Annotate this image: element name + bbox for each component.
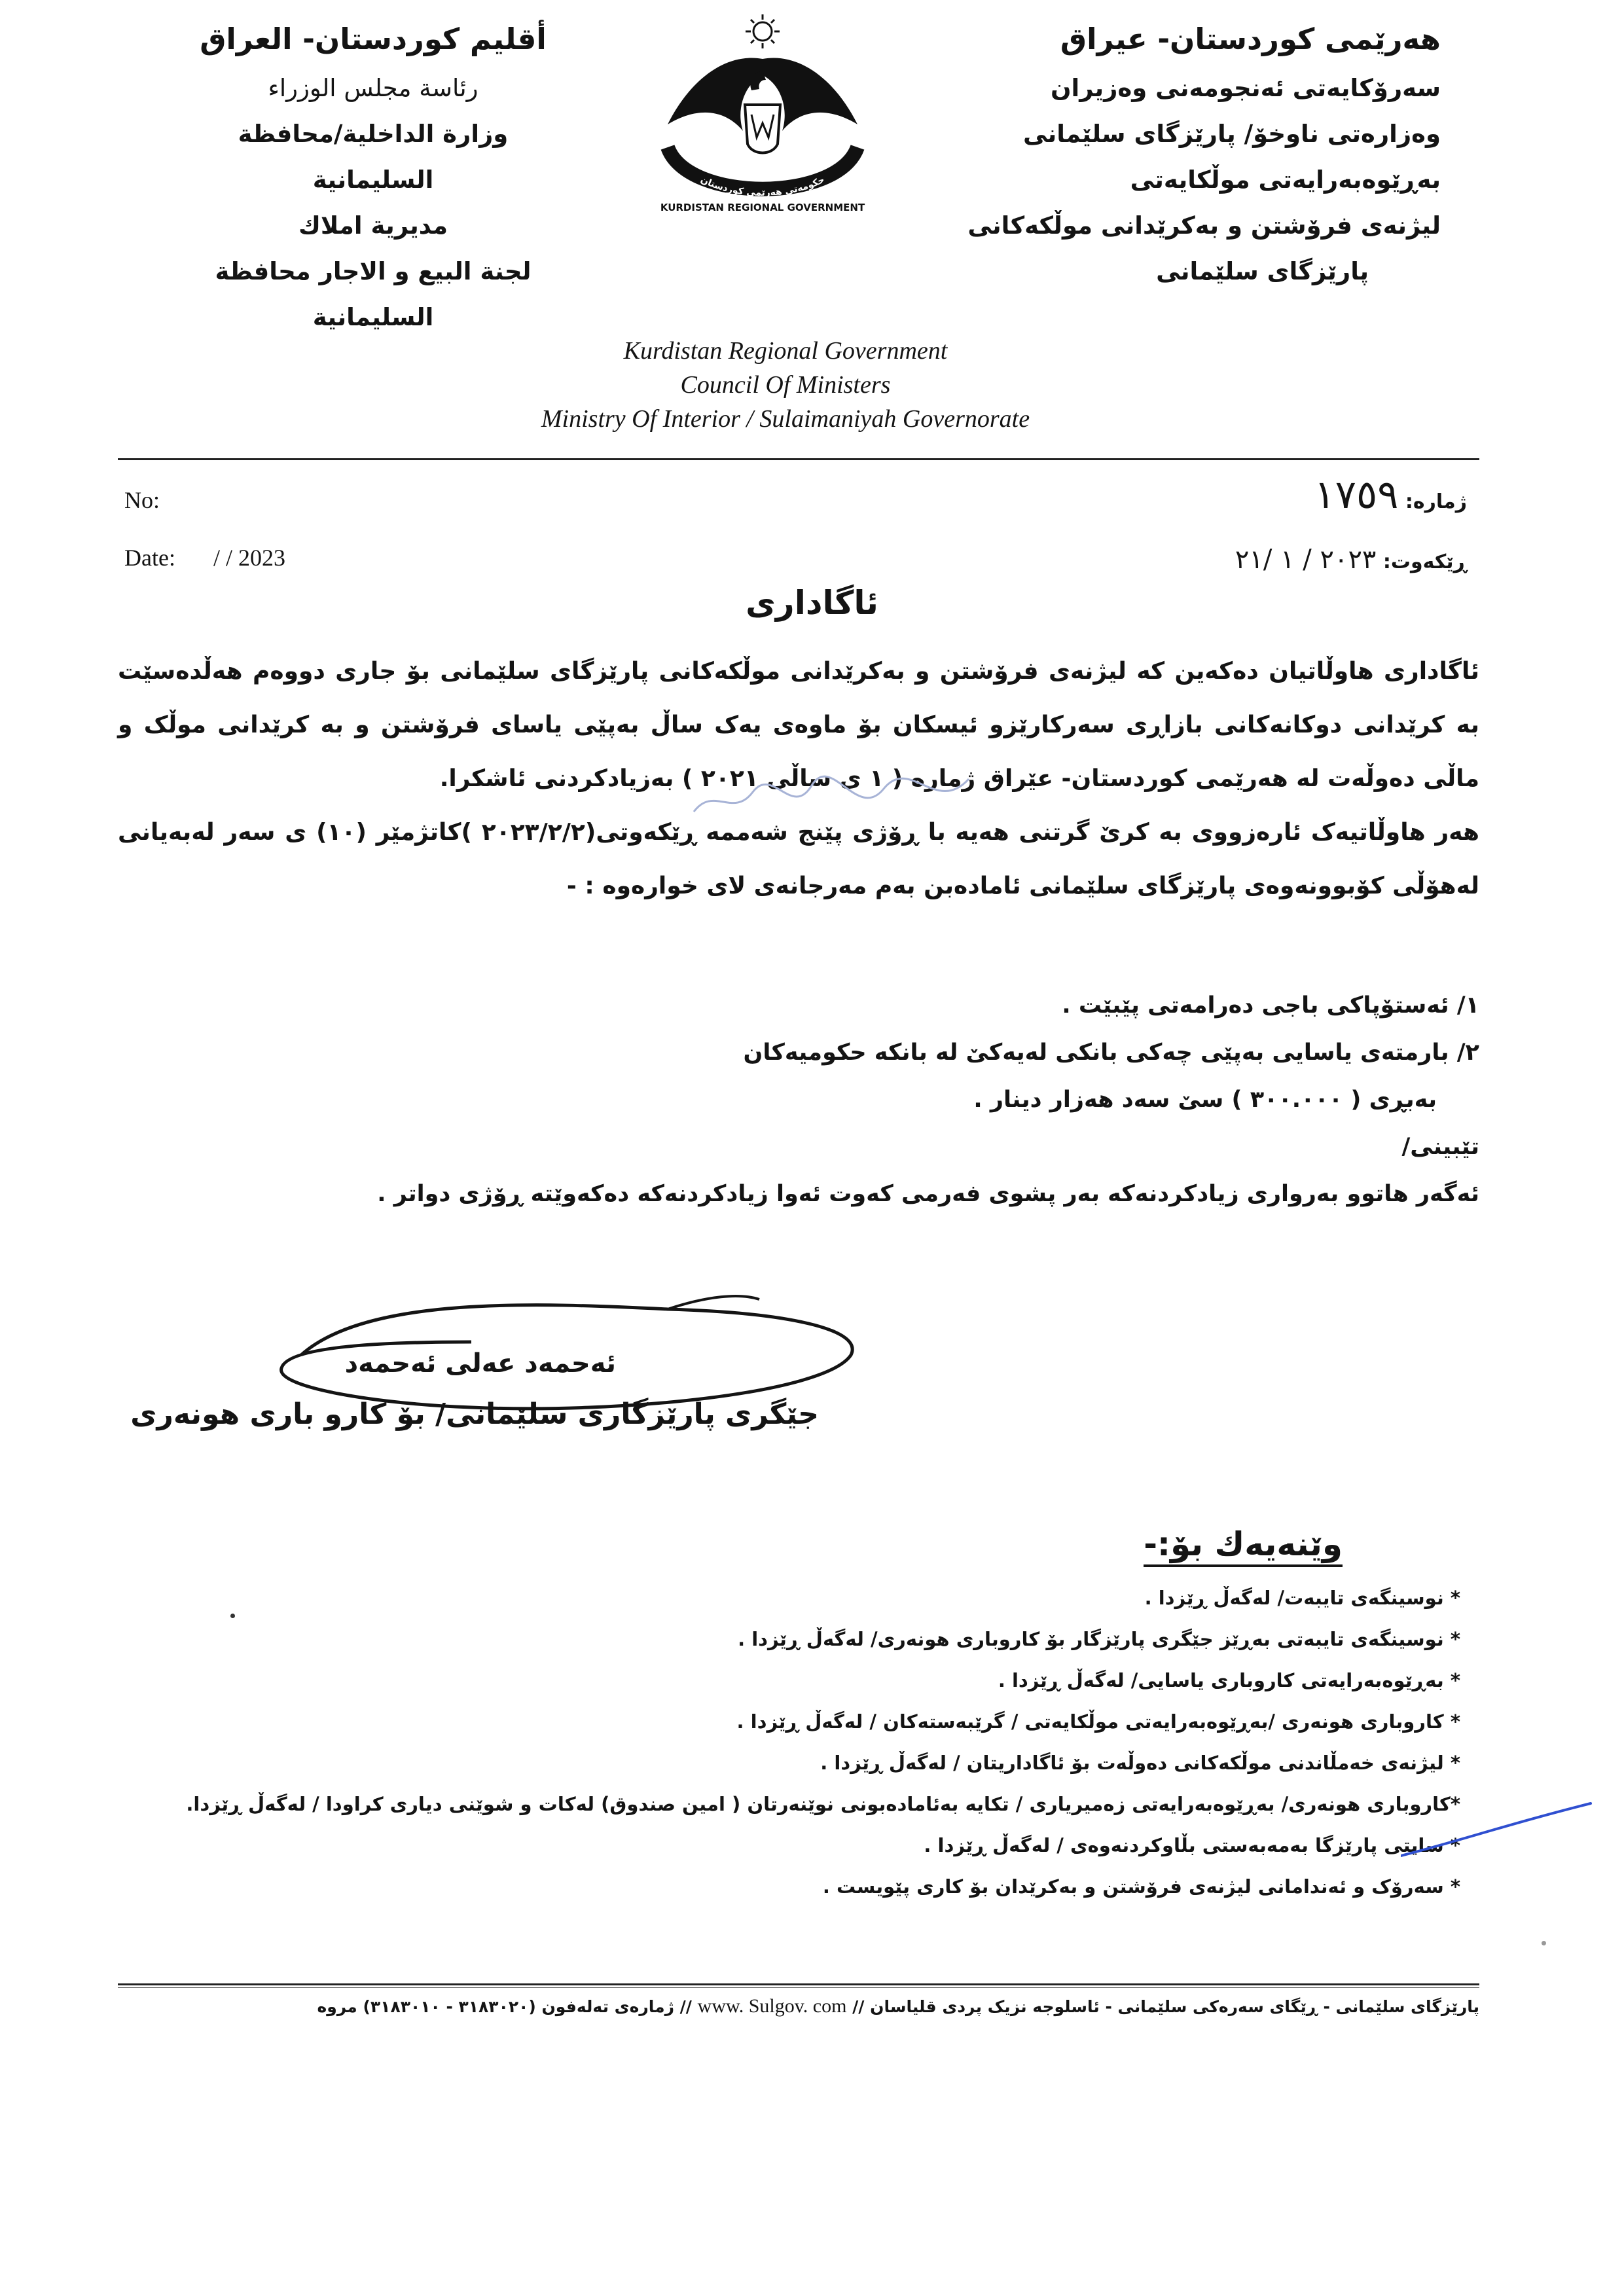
copy-item: * سایتی پارێزگا بەمەبەستی بڵاوکردنەوەی / لەگەڵ ڕێزدا .	[924, 1834, 1460, 1856]
no-label: No:	[124, 487, 160, 513]
conditions-list	[118, 982, 1479, 1218]
signatory-title: جێگری پارێزگاری سلێمانی/ بۆ کارو باری هونەری	[130, 1398, 819, 1431]
emblem-english-text: KURDISTAN REGIONAL GOVERNMENT	[660, 202, 865, 213]
header-ar-line3: وزارة الداخلية/محافظة السليمانية	[238, 120, 509, 194]
header-en-line3: Ministry Of Interior / Sulaimaniyah Governorate	[541, 405, 1030, 433]
footer-contact	[118, 1995, 1479, 2017]
pencil-scribble	[687, 759, 975, 838]
date-ku-label: ڕێکەوت:	[1382, 551, 1467, 573]
copies-list	[186, 1578, 1460, 1907]
date-ku-value: ٢٠٢٣ / ١ /٢١	[1235, 545, 1377, 575]
header-arabic	[177, 13, 569, 340]
copy-item: * سەرۆک و ئەندامانی لیژنەی فرۆشتن و بەکرێدان بۆ کاری پێویست .	[822, 1875, 1460, 1898]
copy-item: * بەڕێوەبەرایەتی کاروباری یاسایی/ لەگەڵ ڕێزدا .	[998, 1669, 1460, 1691]
header-english	[458, 334, 1113, 436]
stray-dot	[230, 1614, 235, 1618]
note-label: تێبینی/	[1401, 1134, 1479, 1160]
footer-website: www. Sulgov. com	[697, 1995, 847, 2017]
date-label: Date:	[124, 545, 175, 571]
header-ku-line2: سەرۆکایەتی ئەنجومەنی وەزیران	[1050, 74, 1441, 102]
reference-left	[124, 471, 285, 587]
footer-divider-thin	[118, 1987, 1479, 1988]
copy-item: * لیژنەی خەمڵاندنی موڵکەکانی دەوڵەت بۆ ئاگاداریتان / لەگەڵ ڕێزدا .	[820, 1752, 1460, 1774]
footer-address: پارێزگای سلێمانی - ڕێگای سەرەکی سلێمانی - ئاسلوجە نزیک پردی قلیاسان //	[852, 1997, 1479, 2016]
header-ku-line6: پارێزگای سلێمانی	[1156, 257, 1369, 285]
header-ar-line1: أقليم كوردستان- العراق	[200, 22, 547, 56]
body-paragraph-2: هەر هاوڵاتیەک ئارەزووی بە کرێ گرتنی هەیە با ڕۆژی پێنج شەممە ڕێکەوتی(٢٠٢٣/٢/٢ )کاتژمێر (١٠) ی سەر لەبەیانی لەهۆڵی کۆبوونەوەی پارێزگای سلێمانی ئامادەبن بەم مەرجانەی لای خوارەوە : -	[118, 819, 1479, 899]
body-paragraph-1: ئاگاداری هاوڵاتیان دەکەین کە لیژنەی فرۆشتن و بەکرێدانی موڵکەکانی پارێزگای سلێمانی بۆ جاری دووەم هەڵدەسێت بە کرێدانی دوکانەکانی بازاڕی سەرکارێزو ئیسکان بۆ ماوەی یەک ساڵ بەپێی یاسای فرۆشتن و بە کرێدانی موڵک و ماڵی دەوڵەت لە هەرێمی کوردستان- عێراق ژمارە ( ١ ی ساڵی ٢٠٢١ ) بەزیادکردنی ئاشکرا.	[118, 658, 1479, 792]
copy-item: * نوسینگەی تایبەت/ لەگەڵ ڕێزدا .	[1144, 1587, 1460, 1609]
condition-2: ٢/ بارمتەی یاسایی بەپێی چەکی بانکی لەیەکێ لە بانکە حکومیەکان	[743, 1039, 1479, 1066]
header-ar-line4: مديرية املاك	[298, 211, 448, 240]
stray-mark	[1542, 1941, 1546, 1945]
krg-emblem-logo	[628, 7, 897, 223]
header-ku-line5: لیژنەی فرۆشتن و بەکرێدانی موڵکەکانی	[967, 211, 1441, 240]
footer-divider	[118, 1983, 1479, 1985]
number-label: ژمارە:	[1405, 490, 1467, 513]
header-en-line2: Council Of Ministers	[680, 371, 891, 399]
notice-title: ئاگاداری	[746, 584, 878, 622]
emblem-ring-text: حکومەتی هەرێمی کوردستان	[698, 174, 827, 198]
header-ku-line4: بەڕێوەبەرایەتی موڵکایەتی	[1130, 166, 1441, 194]
header-en-line1: Kurdistan Regional Government	[623, 337, 948, 365]
copy-item: *کاروباری هونەری/ بەڕێوەبەرایەتی زەمیریاری / تکایە بەئامادەبونی نوێنەرتان ( امین صندوق) لەکات و شوێنی دیاری کراودا / لەگەڵ ڕێزدا.	[186, 1793, 1460, 1815]
copy-item: * کاروباری هونەری /بەڕێوەبەرایەتی موڵکایەتی / گرێبەستەکان / لەگەڵ ڕێزدا .	[736, 1710, 1460, 1733]
reference-right	[1235, 466, 1467, 591]
number-value: ١٧٥٩	[1314, 472, 1399, 518]
signature-scribble	[196, 1283, 916, 1479]
copies-heading: وێنەیەك بۆ:-	[1144, 1525, 1343, 1567]
signatory-name: ئەحمەد عەلی ئەحمەد	[344, 1348, 616, 1379]
condition-2-amount: بەبڕی ( ٣٠٠.٠٠٠ ) سێ سەد هەزار دینار .	[973, 1087, 1437, 1113]
header-divider	[118, 458, 1479, 460]
header-ku-line3: وەزارەتی ناوخۆ/ پارێزگای سلێمانی	[1022, 120, 1441, 148]
copy-item: * نوسینگەی تایبەتی بەڕێز جێگری پارێزگار بۆ کاروباری هونەری/ لەگەڵ ڕێزدا .	[738, 1628, 1460, 1650]
header-ar-line2: رئاسة مجلس الوزراء	[268, 74, 478, 102]
header-ar-line5: لجنة البيع و الاجار محافظة السليمانية	[215, 257, 532, 331]
header-ku-line1: هەرێمی کوردستان- عیراق	[1060, 22, 1441, 56]
header-kurdish	[943, 13, 1441, 295]
date-value: / / 2023	[213, 545, 285, 571]
note-text: ئەگەر هاتوو بەرواری زیادکردنەکە بەر پشوی فەرمی کەوت ئەوا زیادکردنەکە دەکەوێتە ڕۆژی دواتر .	[377, 1181, 1479, 1207]
blue-ink-mark	[1401, 1797, 1597, 1862]
condition-1: ١/ ئەستۆپاکی باجی دەرامەتی پێبێت .	[1062, 992, 1479, 1019]
footer-phone: // ژمارەی تەلەفون (٣١٨٣٠٢٠ - ٣١٨٣٠١٠) مروە	[317, 1997, 692, 2016]
